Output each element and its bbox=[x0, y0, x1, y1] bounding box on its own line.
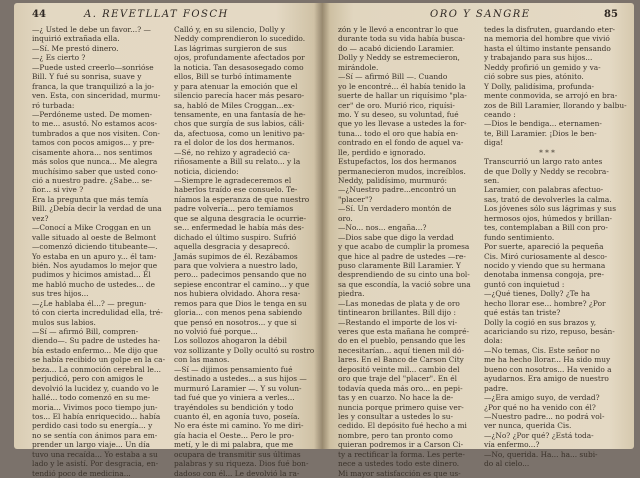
text-line: "placer"? bbox=[338, 194, 373, 204]
text-line: ojos, profundamente afectados por bbox=[174, 53, 305, 63]
text-line: hasta el último instante pensando bbox=[484, 43, 611, 53]
book-gutter bbox=[314, 3, 330, 449]
text-line: —comenzó diciendo titubeante—. bbox=[32, 242, 158, 252]
text-line: —Perdóneme usted. De momen- bbox=[32, 109, 153, 119]
text-line: —Sí. Un verdadero montón de bbox=[338, 204, 452, 214]
text-line: dadoso con él... Le devolvió la ra- bbox=[174, 468, 300, 478]
text-line: Yo estaba en un apuro y... él tam- bbox=[32, 251, 157, 261]
text-line: remos para que Dios le tenga en su bbox=[174, 298, 307, 308]
text-line: * * * bbox=[539, 147, 555, 157]
text-line: Neddy comprendieron lo sucedido. bbox=[174, 34, 306, 44]
text-line: lado y le asistí. Por desgracia, en- bbox=[32, 459, 159, 469]
right-running-header: ORO Y SANGRE bbox=[430, 9, 531, 20]
text-line: ven. Esta, con sinceridad, murmu- bbox=[32, 91, 161, 101]
text-line: nocido y viendo que su hermana bbox=[484, 260, 606, 270]
text-line: —Nuestro padre... no podrá vol- bbox=[484, 411, 605, 421]
text-line: voz sollizante y Dolly ocultó su rostro bbox=[174, 345, 315, 355]
text-line: yo le encontré... él había tenido la bbox=[338, 81, 466, 91]
text-line: tuvo una recaída... Yo estaba a su bbox=[32, 449, 158, 459]
left-page bbox=[14, 3, 322, 478]
text-line: ellos, Bill se turbó íntimamente bbox=[174, 72, 292, 82]
text-line: —Conocí a Mike Croggan en un bbox=[32, 223, 152, 233]
text-line: Neddy profirió un gemido y va- bbox=[484, 62, 601, 72]
text-line: vez? bbox=[32, 213, 49, 223]
text-line: devolvió la lucidez y, cuando vo le bbox=[32, 383, 159, 393]
text-line: zos de Bill Laramier, llorando y balbu- bbox=[484, 100, 627, 110]
text-line: mo. Y su deseo, su voluntad, fué bbox=[338, 109, 459, 119]
text-line: —¿Era amigo suyo, de verdad? bbox=[484, 393, 600, 403]
text-line: Y Dolly, palidísima, profunda- bbox=[484, 81, 595, 91]
text-line: contrado en el fondo de aquel va- bbox=[338, 138, 464, 148]
text-line: —Sí — afirmó Bill —. Cuando bbox=[338, 72, 448, 82]
text-line: diendo—. Su padre de ustedes ha- bbox=[32, 336, 161, 346]
text-line: murmuró Laramier —. Y su volun- bbox=[174, 383, 302, 393]
text-line: hecho llorar ese... hombre? ¿Por bbox=[484, 298, 606, 308]
text-line: prender un largo viaje... Un día bbox=[32, 440, 150, 450]
text-line: moria... Vivimos poco tiempo jun- bbox=[32, 402, 158, 412]
text-line: —Puede usted creerlo—sonrióse bbox=[32, 62, 154, 72]
text-line: valle situado al oeste de Belmont bbox=[32, 232, 157, 242]
text-line: oro que traje del "placer". En él bbox=[338, 374, 458, 384]
text-line: permanecieron mudos, increíblos. bbox=[338, 166, 466, 176]
text-line: gloria... con menos pena sabiendo bbox=[174, 308, 302, 318]
text-line: Cis. Miró curiosamente al desco- bbox=[484, 251, 608, 261]
text-line: veres que esta mañana he compré- bbox=[338, 327, 470, 336]
text-line: acariciando su rizo, repuso, besán- bbox=[484, 327, 615, 336]
text-line: inquirió extrañada ella. bbox=[32, 34, 120, 44]
text-line: dola: bbox=[484, 336, 503, 346]
text-line: qué estás tan triste? bbox=[484, 308, 561, 318]
text-line: do — acabó diciendo Laramier. bbox=[338, 43, 455, 53]
text-line: la noticia. Tan desasosegado como bbox=[174, 62, 304, 72]
right-page bbox=[322, 3, 634, 478]
text-line: nece a ustedes todo este dinero. bbox=[338, 459, 460, 469]
text-line: bía estado enfermo... Me dijo que bbox=[32, 345, 158, 355]
text-line: —No, querida. Ha... ha... subi- bbox=[484, 449, 598, 459]
text-line: Calló y, en su silencio, Dolly y bbox=[174, 25, 285, 34]
text-line: Mi mayor satisfacción es que us- bbox=[338, 468, 461, 478]
text-line: que yo les llevase a ustedes la for- bbox=[338, 119, 467, 129]
text-line: —Dios sabe que digo la verdad bbox=[338, 232, 454, 242]
text-line: níamos la esperanza de que nuestro bbox=[174, 194, 310, 204]
text-line: ñor... si vive ? bbox=[32, 185, 84, 195]
text-line: to me... asustó. No estamos acos- bbox=[32, 119, 157, 129]
text-line: vía enfermo...? bbox=[484, 440, 540, 450]
text-line: me habló mucho de ustedes... de bbox=[32, 279, 156, 289]
text-line: tendió poco de medicina... bbox=[32, 468, 131, 478]
open-book bbox=[14, 3, 634, 478]
text-line: tad fué que yo viniera a verles... bbox=[174, 393, 295, 403]
left-page-number: 44 bbox=[32, 9, 46, 20]
text-line: sa que escondía, la vació sobre una bbox=[338, 279, 471, 289]
text-line: tensamente, en una fantasía de he- bbox=[174, 109, 306, 119]
text-line: cuanto él, en agonía tuvo, poseía. bbox=[174, 411, 300, 421]
right-column-1 bbox=[338, 25, 471, 478]
text-line: que pensó en nosotros... y que si bbox=[174, 317, 297, 327]
text-line: se... enfermedad le había más des- bbox=[174, 223, 304, 233]
text-line: Estupefactos, los dos hermanos bbox=[338, 157, 457, 167]
text-line: ra el dolor de los dos hermanos. bbox=[174, 138, 295, 148]
text-line: lares. En el Banco de Carson City bbox=[338, 355, 464, 365]
text-line: do al cielo... bbox=[484, 459, 530, 469]
text-line: gía hacia el Oeste... Pero le pro- bbox=[174, 430, 294, 440]
text-line: para que volviera a nuestro lado, bbox=[174, 260, 298, 270]
text-line: no se sentía con ánimos para em- bbox=[32, 430, 158, 440]
text-line: —¿ Es cierto ? bbox=[32, 53, 86, 63]
text-line: mente conmovida, se arrojó en bra- bbox=[484, 91, 618, 101]
text-line: —¿Nuestro padre...encontró un bbox=[338, 185, 457, 195]
text-line: sepiese encontrar el camino... y que bbox=[174, 279, 310, 289]
text-line: de que Dolly y Neddy se recobra- bbox=[484, 166, 609, 176]
text-line: ver nunca, querida Cis. bbox=[484, 421, 572, 431]
left-running-header: A. REVETLLAT FOSCH bbox=[84, 9, 229, 20]
text-line: me ha hecho llorar... Ha sido muy bbox=[484, 355, 611, 365]
text-line: mulos sus labios. bbox=[32, 317, 96, 327]
text-line: todavía queda más oro... en pepi- bbox=[338, 383, 463, 393]
text-line: na memoria del hombre que vivió bbox=[484, 34, 610, 44]
text-line: tumbrados a que nos visiten. Con- bbox=[32, 128, 160, 138]
text-line: tedes la disfruten, guardando eter- bbox=[484, 25, 616, 34]
text-line: —Sé, no rehizo y agradeció ca- bbox=[174, 147, 290, 157]
text-line: mirándole. bbox=[338, 62, 379, 72]
text-line: do en el pueblo, pensando que les bbox=[338, 336, 466, 346]
text-line: destinado a ustedes... a sus hijos — bbox=[174, 374, 307, 384]
text-line: que se alguna desgracia le ocurrie- bbox=[174, 213, 307, 223]
text-line: zón y le llevó a encontrar lo que bbox=[338, 25, 459, 34]
text-line: Los sollozos ahogaron la débil bbox=[174, 336, 287, 346]
text-line: suerte de hallar un riquísimo "pla- bbox=[338, 91, 467, 101]
text-line: —Sí — afirmó Bill, compren- bbox=[32, 327, 139, 336]
text-line: sen. bbox=[484, 176, 500, 185]
text-line: tas y en cuarzo. No hace la de- bbox=[338, 393, 454, 403]
text-line: cisamente ahora... nos sentimos bbox=[32, 147, 153, 157]
text-line: ció sobre sus pies, atónito. bbox=[484, 72, 584, 82]
text-line: —Las monedas de plata y de oro bbox=[338, 298, 460, 308]
text-line: tuna... todo el oro que había en- bbox=[338, 128, 458, 138]
text-line: Dolly y Neddy se estremecieron, bbox=[338, 53, 460, 63]
text-line: tó con cierta incredulidad ella, tré- bbox=[32, 308, 163, 318]
text-line: que hice al padre de ustedes —re- bbox=[338, 251, 466, 261]
text-line: necesitarían... aquí tienen mil dó- bbox=[338, 345, 464, 355]
text-line: ció a nuestro padre. ¿Sabe... se- bbox=[32, 176, 153, 185]
text-line: perjudicó, pero con amigos le bbox=[32, 374, 144, 384]
text-line: muchísimo saber que usted cono- bbox=[32, 166, 158, 176]
text-line: cedido. El depósito fué hecho a mi bbox=[338, 421, 467, 431]
text-line: y para atenuar la emoción que el bbox=[174, 81, 298, 91]
text-line: —¿Le hablaba él...? — pregun- bbox=[32, 298, 147, 308]
text-line: noticia, diciendo: bbox=[174, 166, 239, 176]
text-line: cer" de oro. Murió rico, riquísi- bbox=[338, 100, 455, 110]
text-line: denotaba inmensa congoja, pre- bbox=[484, 270, 605, 280]
text-line: desprendiendo de su cinto una bol- bbox=[338, 270, 470, 280]
text-line: padre volvería... pero temíamos bbox=[174, 204, 294, 214]
text-line: trayéndoles su bendición y todo bbox=[174, 402, 294, 412]
text-line: se había recibido un golpe en la ca- bbox=[32, 355, 166, 365]
right-page-number: 85 bbox=[604, 9, 618, 20]
text-line: —¿Qué tienes, Dolly? ¿Te ha bbox=[484, 289, 591, 299]
text-line: oro. bbox=[338, 213, 353, 223]
text-line: Por suerte, apareció la pequeña bbox=[484, 242, 604, 252]
text-line: aquella desgracia y desaprecó. bbox=[174, 242, 290, 252]
text-line: nos hubiera olvidado. Ahora resa- bbox=[174, 289, 301, 299]
text-line: quieran podremos ir a Carson Ci- bbox=[338, 440, 464, 450]
text-line: No era éste mi camino. Yo me diri- bbox=[174, 421, 304, 431]
text-line: depositó veinte mil... cambio del bbox=[338, 364, 460, 374]
text-line: guntó con inquietud : bbox=[484, 279, 565, 289]
text-line: Dolly la cogió en sus brazos y, bbox=[484, 317, 597, 327]
text-line: silencio parecía hacer más pesaro- bbox=[174, 91, 305, 101]
text-line: —¿No? ¿Por qué? ¿Está toda- bbox=[484, 430, 594, 440]
text-line: palabras y su riqueza. Dios fué bon- bbox=[174, 459, 309, 469]
text-line: nuncia porque primero quise ver- bbox=[338, 402, 464, 412]
text-line: perdido casi todo su energía... y bbox=[32, 421, 153, 431]
text-line: metí, y le di mi palabra, que me bbox=[174, 440, 294, 450]
text-line: haberlos traído ese consuelo. Te- bbox=[174, 185, 298, 195]
text-line: pudimos y hicimos amistad... Él bbox=[32, 270, 151, 280]
text-line: ró turbada: bbox=[32, 100, 75, 110]
text-line: —Dios le bendiga... eternamen- bbox=[484, 119, 602, 129]
text-line: ¿Por qué no ha venido con él? bbox=[484, 402, 596, 412]
text-line: franca, la que tranquilizó a la jo- bbox=[32, 81, 155, 91]
text-line: Bill. Y fué su sonrisa, suave y bbox=[32, 72, 142, 82]
text-line: con las manos. bbox=[174, 355, 230, 365]
text-line: Laramier, con palabras afectuo- bbox=[484, 185, 604, 195]
text-line: durante toda su vida había busca- bbox=[338, 34, 466, 44]
text-line: da, afectuosa, como un lenitivo pa- bbox=[174, 128, 305, 138]
text-line: tamos con pocos amigos... y pre- bbox=[32, 138, 155, 148]
text-line: padre. bbox=[484, 383, 509, 393]
text-line: Los jóvenes sólo sus lágrimas y sus bbox=[484, 204, 616, 214]
text-line: nombre, pero tan pronto como bbox=[338, 430, 453, 440]
text-line: y que acabo de cumplir la promesa bbox=[338, 242, 470, 252]
right-column-2 bbox=[484, 25, 627, 469]
text-line: diga! bbox=[484, 138, 504, 148]
text-line: más solos que nunca... Me alegra bbox=[32, 157, 158, 167]
text-line: Las lágrimas surgieron de sus bbox=[174, 43, 287, 53]
text-line: bueno con nosotros... Ha venido a bbox=[484, 364, 612, 374]
text-line: Bill. ¿Debía decir la verdad de una bbox=[32, 204, 162, 214]
text-line: lle, perdido e ignorado. bbox=[338, 147, 426, 157]
text-line: —Sí. Me prestó dinero. bbox=[32, 43, 119, 53]
text-line: Transcurrió un largo rato antes bbox=[484, 157, 603, 167]
text-line: sus tres hijos... bbox=[32, 289, 89, 299]
text-line: —Restando el importe de los vi- bbox=[338, 317, 458, 327]
text-line: ceando : bbox=[484, 109, 516, 119]
text-line: ayudarnos. Era amigo de nuestro bbox=[484, 374, 609, 384]
text-line: no volvió fué porque... bbox=[174, 327, 258, 336]
text-line: tos... El había enriquecido... había bbox=[32, 411, 161, 421]
left-column-1 bbox=[32, 25, 166, 478]
text-line: Era la pregunta que más temía bbox=[32, 194, 149, 204]
text-line: pero... padecimos pensando que no bbox=[174, 270, 307, 280]
text-line: —Siempre le agradeceremos el bbox=[174, 176, 292, 185]
text-line: ocupara de transmitir sus últimas bbox=[174, 449, 301, 459]
text-line: sa, habló de Miles Croggan...ex- bbox=[174, 100, 295, 110]
text-line: —¿ Usted le debe un favor...? — bbox=[32, 25, 151, 34]
text-line: piedra. bbox=[338, 289, 365, 299]
text-line: sas, trató de devolverles la calma. bbox=[484, 194, 612, 204]
text-line: beza... La conmoción cerebral le... bbox=[32, 364, 161, 374]
text-line: —Sí — dijimos pensamiento fué bbox=[174, 364, 293, 374]
text-line: fundo sentimiento. bbox=[484, 232, 555, 242]
text-line: bién. Nos ayudamos lo mejor que bbox=[32, 260, 158, 270]
text-line: Neddy, palidísimo, murmuró: bbox=[338, 176, 448, 185]
text-line: y trabajando para sus hijos... bbox=[484, 53, 593, 63]
text-line: puso claramente Bill Laramier. Y bbox=[338, 260, 461, 270]
text-line: tes, contemplaban a Bill con pro- bbox=[484, 223, 608, 233]
text-line: te, Bill Laramier. ¡Dios le ben- bbox=[484, 128, 597, 138]
text-line: ty a rectificar la forma. Les perte- bbox=[338, 449, 465, 459]
text-line: hermosos ojos, húmedos y brillan- bbox=[484, 213, 612, 223]
text-line: chos que surgía de sus labios, cáli- bbox=[174, 119, 305, 129]
left-column-2 bbox=[174, 25, 315, 478]
text-line: —No temas, Cis. Este señor no bbox=[484, 345, 600, 355]
text-line: Jamás supimos de él. Rezábamos bbox=[174, 251, 298, 261]
text-line: —No... nos... engaña...? bbox=[338, 223, 427, 233]
text-line: hallé... todo comenzó en su me- bbox=[32, 393, 151, 403]
text-line: tintinearon brillantes. Bill dijo : bbox=[338, 308, 456, 318]
text-line: les y consultar a ustedes lo su- bbox=[338, 411, 454, 421]
text-line: riñosamente a Bill su relato... y la bbox=[174, 157, 301, 167]
text-line: dichado el último suspiro. Sufrió bbox=[174, 232, 297, 242]
